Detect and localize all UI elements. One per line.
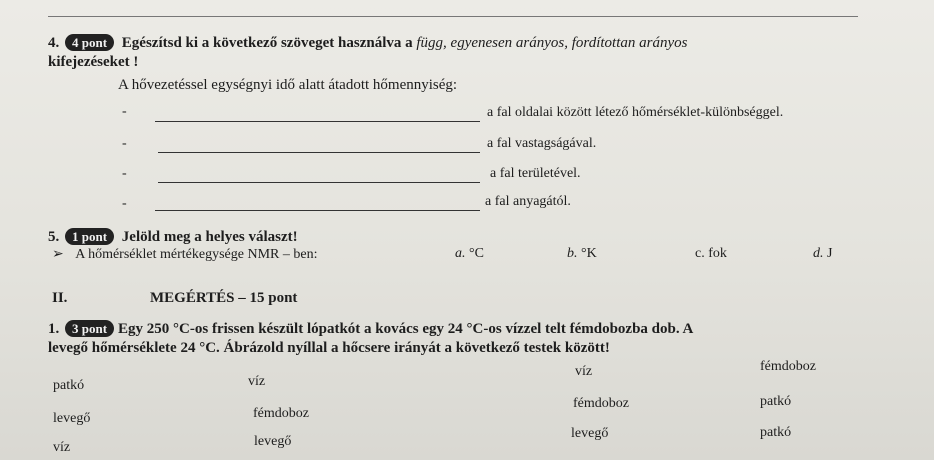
top-divider [48, 16, 858, 17]
q4-header-line1 [48, 34, 687, 52]
q5-points-badge: 1 pont [65, 228, 114, 245]
q1-pair5-left: fémdoboz [573, 396, 629, 411]
q4-item2-marker: - [122, 136, 127, 151]
q4-item3-text: a fal területével. [490, 166, 581, 181]
section2-number: II. [52, 290, 68, 306]
q4-item3-blank[interactable] [158, 182, 480, 183]
q5-option-d[interactable]: d. J [813, 246, 833, 261]
q1-pair4-left: víz [575, 364, 593, 379]
q1-pair3-right: levegő [254, 434, 292, 449]
q4-item1-text: a fal oldalai között létező hőmérséklet-különbséggel. [487, 105, 784, 120]
q1-pair4-right: fémdoboz [760, 359, 816, 374]
q4-intro: A hővezetéssel egységnyi idő alatt átadott hőmennyiség: [118, 77, 458, 93]
q1-points-badge: 3 pont [65, 320, 114, 337]
q4-instruction: Egészítsd ki a következő szöveget használva a [121, 35, 417, 51]
q1-pair6-left: levegő [571, 426, 609, 441]
q5-header [48, 228, 298, 246]
q5-option-a[interactable]: a. °C [455, 246, 484, 261]
q1-pair3-left: víz [53, 440, 71, 455]
q1-pair1-right: víz [248, 374, 266, 389]
q4-points-badge: 4 pont [65, 34, 114, 51]
q1-pair1-left: patkó [53, 378, 85, 393]
q1-text-line1: Egy 250 °C-os frissen készült lópatkót a kovács egy 24 °C-os vízzel telt fémdobozba dob. A [118, 321, 694, 337]
q4-instruction-italic: függ, egyenesen arányos, fordítottan arányos [416, 35, 688, 51]
q1-number: 1. [48, 321, 60, 337]
q4-item1-marker: - [122, 104, 127, 119]
q5-bullet: ➢ [52, 247, 64, 262]
q4-item2-text: a fal vastagságával. [487, 136, 597, 151]
q5-statement: A hőmérséklet mértékegysége NMR – ben: [75, 247, 318, 262]
section2-title: MEGÉRTÉS – 15 pont [150, 290, 298, 306]
q5-option-b[interactable]: b. °K [567, 246, 597, 261]
q4-item4-text: a fal anyagától. [485, 194, 571, 209]
q5-number: 5. [48, 229, 60, 245]
q4-item4-blank[interactable] [155, 210, 480, 211]
q4-number: 4. [48, 35, 60, 51]
q1-pair2-right: fémdoboz [253, 406, 309, 421]
q4-item1-blank[interactable] [155, 121, 480, 122]
q5-instruction: Jelöld meg a helyes választ! [121, 229, 298, 245]
q4-instruction-line2: kifejezéseket ! [48, 54, 139, 70]
q4-item4-marker: - [122, 196, 127, 211]
q4-item3-marker: - [122, 166, 127, 181]
q1-pair5-right: patkó [760, 394, 792, 409]
q1-pair6-right: patkó [760, 425, 792, 440]
q5-option-c[interactable]: c. fok [695, 246, 727, 261]
q1-text-line2: levegő hőmérséklete 24 °C. Ábrázold nyíllal a hőcsere irányát a következő testek között! [48, 340, 610, 356]
q1-line1 [48, 320, 693, 338]
q4-item2-blank[interactable] [158, 152, 480, 153]
q5-statement-row [52, 246, 317, 263]
q1-pair2-left: levegő [53, 411, 91, 426]
